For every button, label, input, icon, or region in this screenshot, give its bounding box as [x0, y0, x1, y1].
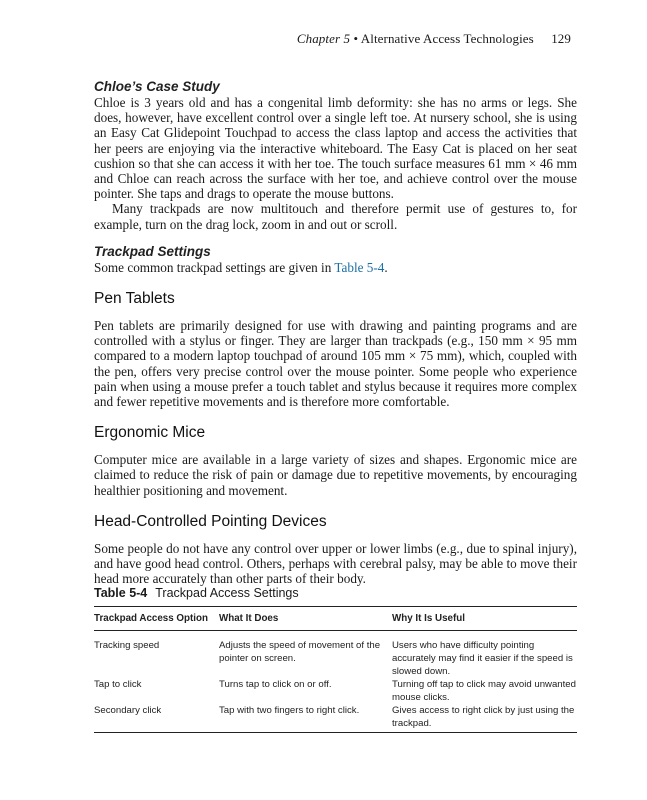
table-row	[94, 631, 577, 679]
page-body	[94, 78, 577, 733]
pen-tablets-paragraph: Pen tablets are primarily designed for use with drawing and painting programs and are controlled with a stylus or finger. They are larger than trackpads (e.g., 150 mm × 95 mm compared to a modern laptop touchpad of around 105 mm × 75 mm), which, coupled with the pen, offers very precise control over the mouse pointer. Some people who experience pain when using a mouse prefer a touch tablet and stylus because it requires more complex and fewer repetitive movements and is therefore more comfortable.	[94, 318, 577, 410]
case-study-heading: Chloe’s Case Study	[94, 79, 220, 94]
head-controlled-paragraph: Some people do not have any control over upper or lower limbs (e.g., due to spinal injury), and have good head control. Others, perhaps with cerebral palsy, may be able to move their head more accurately than other parts of their body.	[94, 540, 577, 587]
table-cell: Gives access to right click by just using the trackpad.	[392, 704, 577, 733]
running-header	[297, 31, 571, 47]
table-cell: Tap with two fingers to right click.	[219, 704, 392, 733]
table-caption	[94, 586, 577, 600]
table-cell: Users who have difficulty pointing accurately may find it easier if the speed is slowed down.	[392, 640, 573, 678]
column-header: Trackpad Access Option	[94, 607, 219, 631]
multitouch-paragraph: Many trackpads are now multitouch and therefore permit use of gestures to, for example, turn on the drag lock, zoom in and out or scroll.	[94, 201, 577, 232]
chapter-title: Alternative Access Technologies	[360, 31, 534, 46]
chapter-label: Chapter 5	[296, 31, 351, 46]
table-row	[94, 678, 577, 704]
table-5-4-link[interactable]: Table 5-4	[334, 259, 385, 275]
trackpad-settings-text: Some common trackpad settings are given in	[94, 259, 335, 275]
ergonomic-mice-paragraph: Computer mice are available in a large variety of sizes and shapes. Ergonomic mice are claimed to reduce the risk of pain or damage due to repetitive movements, by encouraging healthier positioning and movement.	[94, 452, 577, 498]
table-row	[94, 704, 577, 733]
column-header: What It Does	[219, 607, 392, 631]
page-number: 129	[551, 31, 571, 46]
table-cell: Turns tap to click on or off.	[219, 679, 332, 691]
table-cell: Tracking speed	[94, 640, 160, 652]
table-cell: Adjusts the speed of movement of the pointer on screen.	[219, 640, 381, 665]
trackpad-settings-table	[94, 606, 577, 733]
column-header: Why It Is Useful	[392, 607, 577, 631]
table-header-row	[94, 607, 577, 631]
table-label: Table 5-4	[94, 586, 148, 601]
trackpad-settings-end: .	[384, 259, 388, 275]
ergonomic-mice-heading: Ergonomic Mice	[94, 424, 206, 442]
pen-tablets-heading: Pen Tablets	[94, 290, 175, 308]
trackpad-settings-heading: Trackpad Settings	[94, 243, 211, 259]
table-cell: Turning off tap to click may avoid unwanted mouse clicks.	[392, 679, 576, 704]
head-controlled-heading: Head-Controlled Pointing Devices	[94, 512, 327, 530]
table-title: Trackpad Access Settings	[155, 586, 299, 601]
table-cell: Secondary click	[94, 704, 219, 733]
case-study-paragraph: Chloe is 3 years old and has a congenital limb deformity: she has no arms or legs. She does, however, have excellent control over a single left toe. At nursery school, she is using an Easy Cat Glidepoint Touchpad to access the class laptop and access the activities that her peers are enjoying via the interactive whiteboard. The Easy Cat is placed on her seat cushion so that she can access it with her toe. The touch surface measures 61 mm × 46 mm and Chloe can reach across the surface with her toe, and achieve control over the mouse pointer. She taps and drags to operate the mouse buttons.	[94, 95, 577, 202]
table-cell: Tap to click	[94, 679, 142, 691]
header-bullet: •	[353, 31, 359, 46]
trackpad-settings-paragraph	[94, 260, 577, 275]
